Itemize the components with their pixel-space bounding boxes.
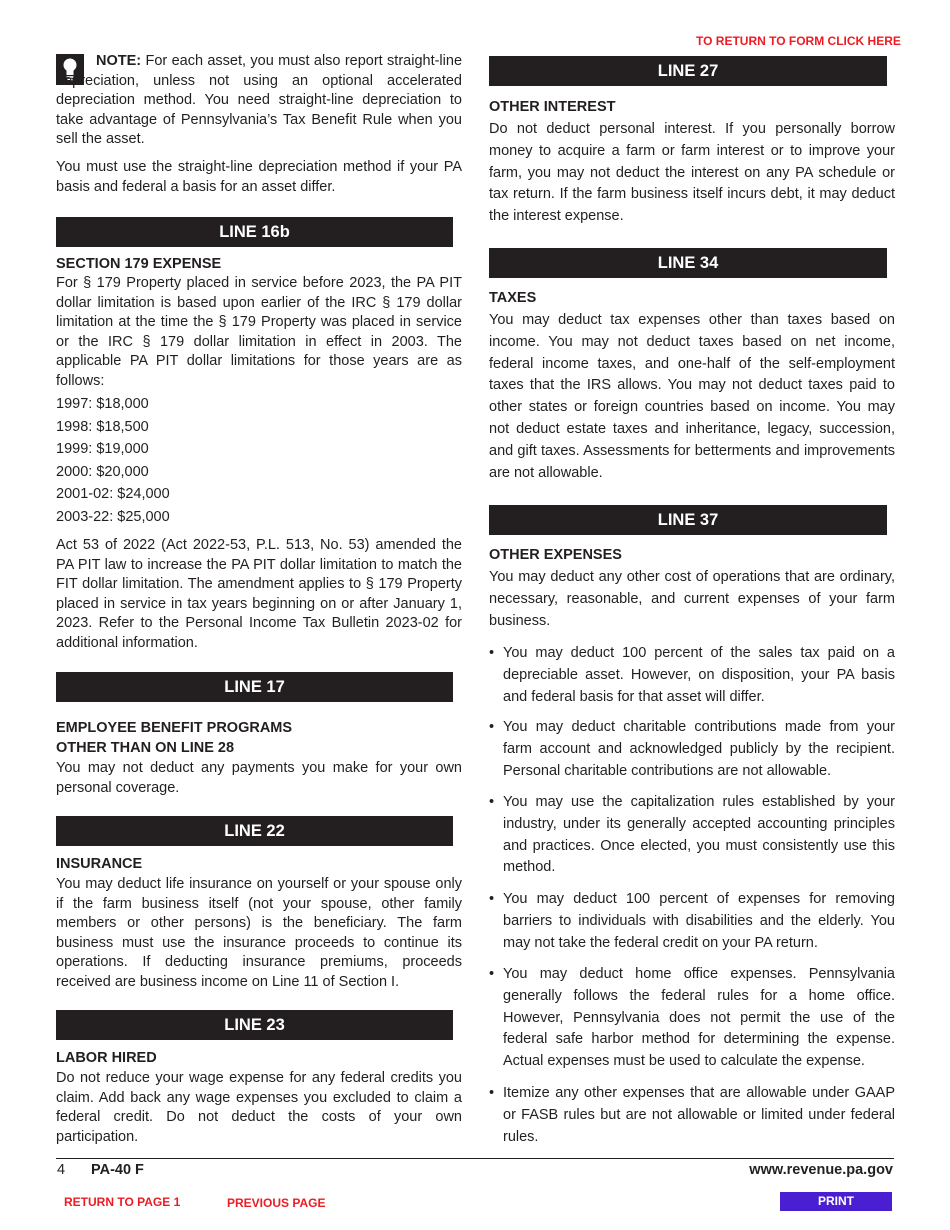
line-27-bar: LINE 27 <box>489 56 887 86</box>
note-label: NOTE: <box>96 53 142 69</box>
labor-hired-text: Do not reduce your wage expense for any federal credits you claim. Add back any wage expenses you excluded to claim a federal credit. Do not deduct the costs of your own participation. <box>56 1070 462 1145</box>
bullet-item: • You may deduct 100 percent of expenses for removing barriers to individuals with disabilities and the elderly. You may not take the federal credit on your PA return. <box>489 889 895 954</box>
note-followup: You must use the straight-line depreciation method if your PA basis and federal a basis for an asset differ. <box>56 159 462 195</box>
taxes-text: You may deduct tax expenses other than taxes based on income. You may not deduct taxes based on net income, federal income taxes, and one-half of the self-employment taxes that the IRS allows. You may not deduct taxes paid to other states or foreign countries based on income. You may not deduct estate taxes and inheritance, legacy, succession, and gift taxes. Assessments for betterments and improvements are not allowable. <box>489 312 895 481</box>
previous-page-link[interactable]: PREVIOUS PAGE <box>227 1196 326 1210</box>
other-interest-heading: OTHER INTEREST <box>489 99 616 115</box>
return-to-page-1-link[interactable]: RETURN TO PAGE 1 <box>64 1195 181 1209</box>
print-button[interactable]: PRINT <box>780 1192 892 1211</box>
year-limit: 1999: $19,000 <box>56 441 149 458</box>
insurance-heading: INSURANCE <box>56 856 143 872</box>
year-limit: 2000: $20,000 <box>56 463 149 480</box>
line-16b-bar: LINE 16b <box>56 217 453 247</box>
bullet-item: • You may deduct charitable contributions made from your farm account and acknowledged publicly by the recipient. Personal charitable contributions are not allowable. <box>489 717 895 782</box>
section-179-text: For § 179 Property placed in service before 2023, the PA PIT dollar limitation is based upon earlier of the IRC § 179 dollar limitation at the time the § 179 Property was placed in service or the IRC § 179 dollar limitation in effect in 2003. The applicable PA PIT dollar limitations for those years are as follows: <box>56 275 462 389</box>
insurance-text: You may deduct life insurance on yourself or your spouse only if the farm business itself (not your spouse, other family members or other persons) is the beneficiary. The farm business must use the insurance proceeds to continue its operations. If deducting insurance premiums, proceeds received are business income on Line 11 of Section I. <box>56 876 462 990</box>
section-179-heading: SECTION 179 EXPENSE <box>56 256 222 272</box>
employee-benefit-text: You may not deduct any payments you make for your own personal coverage. <box>56 760 462 796</box>
other-expenses-text: You may deduct any other cost of operations that are ordinary, necessary, reasonable, and current expenses of your farm business. <box>489 569 895 629</box>
bullet-item: • You may use the capitalization rules established by your industry, under its generally accepted accounting principles and practices. Once elected, you must consistently use this method. <box>489 792 895 879</box>
other-expenses-heading: OTHER EXPENSES <box>489 547 622 563</box>
bullet-item: • Itemize any other expenses that are allowable under GAAP or FASB rules but are not allowable or limited under federal rules. <box>489 1083 895 1148</box>
other-interest-text: Do not deduct personal interest. If you personally borrow money to acquire a farm or farm interest or to improve your farm, you may not deduct the interest on any PA schedule or tax return. If the farm business itself incurs debt, it may deduct the interest expense. <box>489 121 895 225</box>
website-url: www.revenue.pa.gov <box>749 1162 893 1178</box>
act-53-text: Act 53 of 2022 (Act 2022-53, P.L. 513, No. 53) amended the PA PIT law to increase the PA PIT dollar limitation to match the FIT dollar limitation. The amendment applies to § 179 Property placed in service in tax years beginning on or after January 1, 2023. Refer to the Personal Income Tax Bulletin 2023-02 for additional information. <box>56 537 462 651</box>
note-text: For each asset, you must also report straight-line depreciation, unless not using an optional accelerated depreciation method. You need straight-line depreciation to take advantage of Pennsylvania’s Tax Benefit Rule when you sell the asset. <box>56 53 463 148</box>
line-37-bar: LINE 37 <box>489 505 887 535</box>
line-23-bar: LINE 23 <box>56 1010 453 1040</box>
line-22-bar: LINE 22 <box>56 816 453 846</box>
line-34-bar: LINE 34 <box>489 248 887 278</box>
year-limit: 2001-02: $24,000 <box>56 486 170 503</box>
bullet-item: • You may deduct home office expenses. Pennsylvania generally follows the federal rules for a home office. However, Pennsylvania does not permit the use of the federal safe harbor method for determining the expense. Actual expenses must be used to calculate the expense. <box>489 964 895 1073</box>
year-limit: 2003-22: $25,000 <box>56 508 170 525</box>
year-limit: 1998: $18,500 <box>56 418 149 435</box>
bullet-item: • You may deduct 100 percent of the sales tax paid on a depreciable asset. However, on disposition, your PA basis and federal basis for that asset will differ. <box>489 643 895 708</box>
labor-hired-heading: LABOR HIRED <box>56 1050 157 1066</box>
line-17-bar: LINE 17 <box>56 672 453 702</box>
dollar-limitation-list <box>56 393 170 529</box>
year-limit: 1997: $18,000 <box>56 396 149 412</box>
page-number: 4 <box>57 1162 66 1178</box>
taxes-heading: TAXES <box>489 290 537 306</box>
footer-rule <box>56 1158 894 1159</box>
employee-benefit-heading: EMPLOYEE BENEFIT PROGRAMS <box>56 720 293 736</box>
return-to-form-link[interactable]: TO RETURN TO FORM CLICK HERE <box>696 34 901 48</box>
note-paragraph <box>56 52 462 150</box>
employee-benefit-subheading: OTHER THAN ON LINE 28 <box>56 740 235 756</box>
form-name: PA-40 F <box>91 1162 144 1178</box>
